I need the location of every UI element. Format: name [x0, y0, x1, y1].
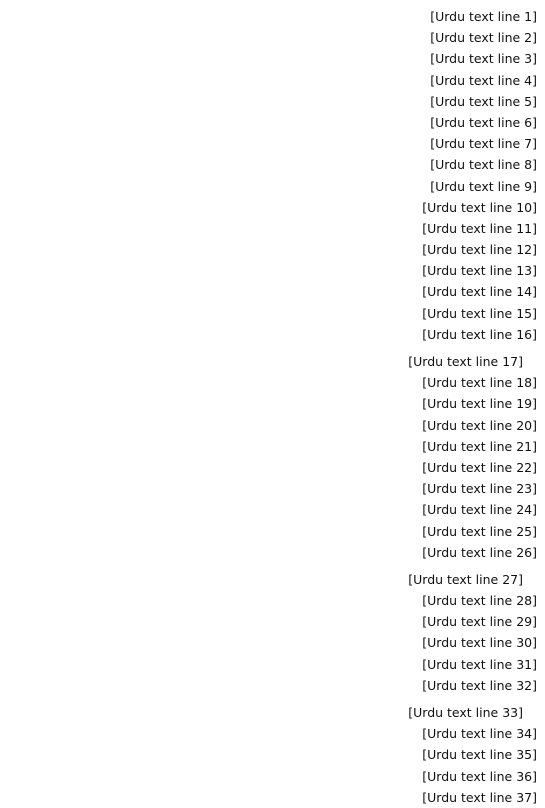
article-text-line: [Urdu text line 21]: [422, 438, 537, 454]
article-text-line: [Urdu text line 34]: [422, 726, 537, 742]
article-text-line: [Urdu text line 31]: [422, 656, 537, 672]
article-text-line: [Urdu text line 37]: [422, 789, 537, 805]
article-text-line: [Urdu text line 17]: [408, 354, 523, 369]
article-text-line: [Urdu text line 7]: [430, 136, 537, 152]
article-text-line: [Urdu text line 1]: [430, 9, 537, 24]
article-text-line: [Urdu text line 2]: [430, 30, 537, 46]
article-text-line: [Urdu text line 26]: [422, 544, 537, 560]
article-text-line: [Urdu text line 28]: [422, 593, 537, 609]
article-text-line: [Urdu text line 3]: [430, 51, 537, 67]
article-text-line: [Urdu text line 33]: [408, 705, 523, 720]
article-column: [8, 6, 537, 808]
article-text-line: [Urdu text line 11]: [422, 220, 537, 236]
article-text-line: [Urdu text line 13]: [422, 263, 537, 279]
article-text-line: [Urdu text line 9]: [430, 178, 537, 194]
article-text-line: [Urdu text line 35]: [422, 747, 537, 763]
article-text-line: [Urdu text line 16]: [422, 326, 537, 342]
article-text-line: [Urdu text line 29]: [422, 614, 537, 630]
article-text-line: [Urdu text line 30]: [422, 635, 537, 651]
article-paragraph: [8, 6, 537, 345]
article-text-line: [Urdu text line 6]: [430, 114, 537, 130]
article-text-line: [Urdu text line 10]: [422, 199, 537, 215]
article-text-line: [Urdu text line 15]: [422, 305, 537, 321]
article-paragraph: [8, 702, 537, 808]
article-text-line: [Urdu text line 25]: [422, 523, 537, 539]
article-text-line: [Urdu text line 12]: [422, 242, 537, 258]
article-text-line: [Urdu text line 27]: [408, 571, 523, 587]
article-text-line: [Urdu text line 23]: [422, 481, 537, 497]
article-text-line: [Urdu text line 14]: [422, 284, 537, 300]
article-text-line: [Urdu text line 8]: [430, 157, 537, 173]
article-text-line: [Urdu text line 20]: [422, 417, 537, 433]
article-text-line: [Urdu text line 19]: [422, 396, 537, 412]
article-text-line: [Urdu text line 32]: [422, 677, 537, 693]
article-paragraph: [8, 569, 537, 696]
article-text-line: [Urdu text line 5]: [430, 93, 537, 109]
article-text-line: [Urdu text line 18]: [422, 375, 537, 391]
article-text-line: [Urdu text line 24]: [422, 502, 537, 518]
article-text-line: [Urdu text line 4]: [430, 72, 537, 88]
article-text-line: [Urdu text line 22]: [422, 459, 537, 475]
article-text-line: [Urdu text line 36]: [422, 768, 537, 784]
article-paragraph: [8, 351, 537, 563]
